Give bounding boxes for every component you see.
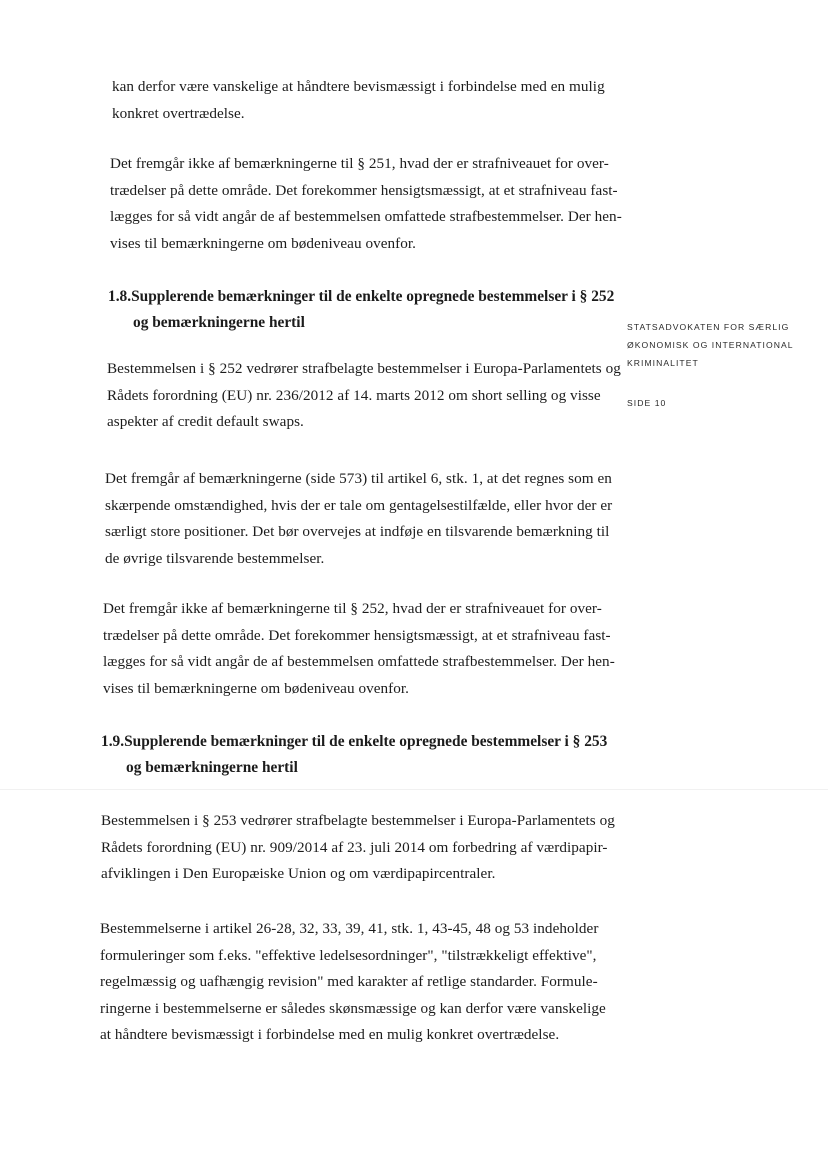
paragraph-5: [103, 596, 623, 702]
text-line: Rådets forordning (EU) nr. 909/2014 af 23. juli 2014 om forbedring af værdipapir-: [101, 838, 608, 856]
text-line: særligt store positioner. Det bør overvejes at indføje en tilsvarende bemærkning til: [105, 523, 610, 540]
paragraph-2: [110, 151, 630, 257]
text-line: lægges for så vidt angår de af bestemmelsen omfattede strafbestemmelser. Der hen-: [110, 208, 622, 225]
text-line: lægges for så vidt angår de af bestemmelsen omfattede strafbestemmelser. Der hen-: [103, 653, 615, 670]
section-heading-1-9: [101, 729, 631, 781]
text-line: konkret overtrædelse.: [112, 104, 245, 122]
section-title-line: og bemærkningerne hertil: [133, 314, 305, 331]
text-line: Bestemmelsen i § 253 vedrører strafbelagte bestemmelser i Europa-Parlamentets og: [101, 812, 615, 829]
text-line: aspekter af credit default swaps.: [107, 413, 304, 430]
section-title-line: og bemærkningerne hertil: [126, 759, 298, 776]
section-title-line: Supplerende bemærkninger til de enkelte opregnede bestemmelser i § 253: [124, 733, 608, 750]
text-line: regelmæssig og uafhængig revision" med karakter af retlige standarder. Formule-: [100, 973, 598, 990]
scan-divider: [0, 789, 828, 790]
text-line: Bestemmelsen i § 252 vedrører strafbelagte bestemmelser i Europa-Parlamentets og: [107, 360, 621, 377]
paragraph-4: [105, 466, 625, 572]
paragraph-1: [112, 74, 632, 127]
text-line: formuleringer som f.eks. "effektive ledelsesordninger", "tilstrækkeligt effektive",: [100, 946, 597, 964]
sender-line: STATSADVOKATEN FOR SÆRLIG: [627, 322, 790, 332]
text-line: afviklingen i Den Europæiske Union og om værdipapircentraler.: [101, 865, 496, 882]
text-line: Det fremgår af bemærkningerne (side 573) til artikel 6, stk. 1, at det regnes som en: [105, 470, 612, 487]
text-line: skærpende omstændighed, hvis der er tale om gentagelsestilfælde, eller hvor der er: [105, 496, 613, 514]
section-title-line: Supplerende bemærkninger til de enkelte opregnede bestemmelser i § 252: [131, 288, 615, 305]
text-line: de øvrige tilsvarende bestemmelser.: [105, 549, 325, 567]
sender-line: KRIMINALITET: [627, 358, 699, 368]
paragraph-3: [107, 356, 627, 436]
text-line: Det fremgår ikke af bemærkningerne til § 251, hvad der er strafniveauet for over-: [110, 155, 609, 172]
section-number: 1.8.: [108, 288, 132, 305]
paragraph-6: [101, 808, 621, 888]
text-line: vises til bemærkningerne om bødeniveau ovenfor.: [110, 234, 417, 252]
text-line: at håndtere bevismæssigt i forbindelse med en mulig konkret overtrædelse.: [100, 1026, 560, 1043]
text-line: trædelser på dette område. Det forekommer hensigtsmæssigt, at et strafniveau fast-: [103, 626, 611, 644]
paragraph-7: [100, 916, 620, 1049]
sender-organization: [627, 318, 817, 372]
text-line: kan derfor være vanskelige at håndtere bevismæssigt i forbindelse med en mulig: [112, 78, 605, 95]
text-line: Rådets forordning (EU) nr. 236/2012 af 14. marts 2012 om short selling og visse: [107, 386, 601, 404]
page-number: SIDE 10: [627, 398, 667, 408]
section-heading-1-8: [108, 284, 638, 336]
text-line: ringerne i bestemmelserne er således skønsmæssige og kan derfor være vanskelige: [100, 999, 606, 1017]
text-line: Det fremgår ikke af bemærkningerne til § 252, hvad der er strafniveauet for over-: [103, 600, 602, 617]
section-number: 1.9.: [101, 733, 125, 750]
text-line: Bestemmelserne i artikel 26-28, 32, 33, 39, 41, stk. 1, 43-45, 48 og 53 indeholder: [100, 920, 599, 937]
text-line: trædelser på dette område. Det forekommer hensigtsmæssigt, at et strafniveau fast-: [110, 181, 618, 199]
text-line: vises til bemærkningerne om bødeniveau ovenfor.: [103, 679, 410, 697]
sender-line: ØKONOMISK OG INTERNATIONAL: [627, 340, 794, 350]
